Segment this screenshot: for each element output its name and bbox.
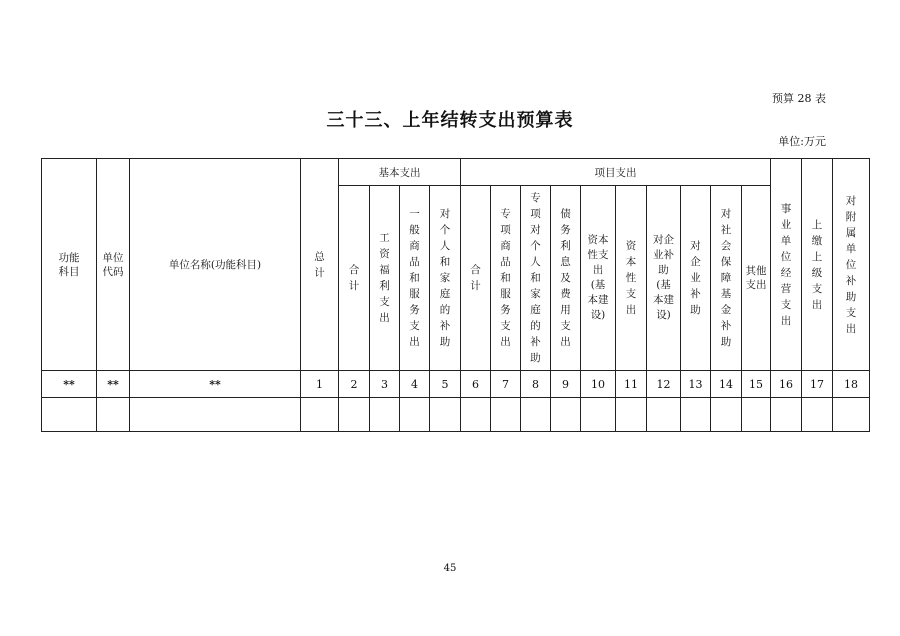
table-cell[interactable] [616, 398, 647, 432]
header-project-enterprise: 对企业补助 [681, 186, 711, 371]
number-cell: 3 [370, 371, 400, 398]
table-cell[interactable] [833, 398, 870, 432]
number-cell: 12 [647, 371, 681, 398]
number-cell: 10 [581, 371, 616, 398]
header-func-subject: 功能科目 [42, 159, 97, 371]
table-cell[interactable] [681, 398, 711, 432]
form-number: 预算 28 表 [772, 92, 826, 105]
header-project-capital: 资本性支出 [616, 186, 647, 371]
table-cell[interactable] [647, 398, 681, 432]
table-cell[interactable] [97, 398, 130, 432]
table-cell[interactable] [42, 398, 97, 432]
header-project-subtotal: 合计 [461, 186, 491, 371]
header-project-special-goods: 专项商品和服务支出 [491, 186, 521, 371]
number-cell: 5 [430, 371, 461, 398]
number-cell: 7 [491, 371, 521, 398]
number-cell: ** [97, 371, 130, 398]
budget-table [41, 158, 870, 432]
number-cell: 17 [802, 371, 833, 398]
table-cell[interactable] [430, 398, 461, 432]
unit-label: 单位:万元 [778, 135, 826, 148]
header-business-expense: 事业单位经营支出 [771, 159, 802, 371]
header-total: 总计 [301, 159, 339, 371]
number-cell: 2 [339, 371, 370, 398]
number-cell: 13 [681, 371, 711, 398]
table-cell[interactable] [551, 398, 581, 432]
number-cell: 11 [616, 371, 647, 398]
table-cell[interactable] [491, 398, 521, 432]
table-cell[interactable] [301, 398, 339, 432]
table-cell[interactable] [400, 398, 430, 432]
number-cell: 9 [551, 371, 581, 398]
header-basic-salary: 工资福利支出 [370, 186, 400, 371]
table-cell[interactable] [742, 398, 771, 432]
header-affiliated-subsidy: 对附属单位补助支出 [833, 159, 870, 371]
table-cell[interactable] [521, 398, 551, 432]
table-cell[interactable] [370, 398, 400, 432]
empty-data-row [42, 398, 870, 432]
group-basic-expense: 基本支出 [339, 159, 461, 186]
header-project-capital-construction: 资本性支出(基本建设) [581, 186, 616, 371]
table-cell[interactable] [581, 398, 616, 432]
number-cell: 15 [742, 371, 771, 398]
number-cell: 14 [711, 371, 742, 398]
header-project-debt: 债务利息及费用支出 [551, 186, 581, 371]
number-cell: ** [42, 371, 97, 398]
table-cell[interactable] [802, 398, 833, 432]
table-cell[interactable] [461, 398, 491, 432]
header-basic-personal: 对个人和家庭的补助 [430, 186, 461, 371]
table-cell[interactable] [339, 398, 370, 432]
number-cell: 1 [301, 371, 339, 398]
header-basic-goods: 一般商品和服务支出 [400, 186, 430, 371]
header-project-social-security: 对社会保障基金补助 [711, 186, 742, 371]
header-unit-name: 单位名称(功能科目) [130, 159, 301, 371]
header-upper-payment: 上缴上级支出 [802, 159, 833, 371]
table-cell[interactable] [130, 398, 301, 432]
number-cell: 18 [833, 371, 870, 398]
page-number: 45 [443, 563, 457, 574]
number-cell: 8 [521, 371, 551, 398]
header-unit-code: 单位代码 [97, 159, 130, 371]
group-project-expense: 项目支出 [461, 159, 771, 186]
header-project-special-personal: 专项对个人和家庭的补助 [521, 186, 551, 371]
header-basic-subtotal: 合计 [339, 186, 370, 371]
number-cell: ** [130, 371, 301, 398]
table-cell[interactable] [771, 398, 802, 432]
table-cell[interactable] [711, 398, 742, 432]
header-project-other: 其他支出 [742, 186, 771, 371]
header-project-enterprise-construction: 对企业补助(基本建设) [647, 186, 681, 371]
document-title: 三十三、上年结转支出预算表 [326, 110, 574, 131]
number-cell: 6 [461, 371, 491, 398]
number-cell: 16 [771, 371, 802, 398]
number-cell: 4 [400, 371, 430, 398]
